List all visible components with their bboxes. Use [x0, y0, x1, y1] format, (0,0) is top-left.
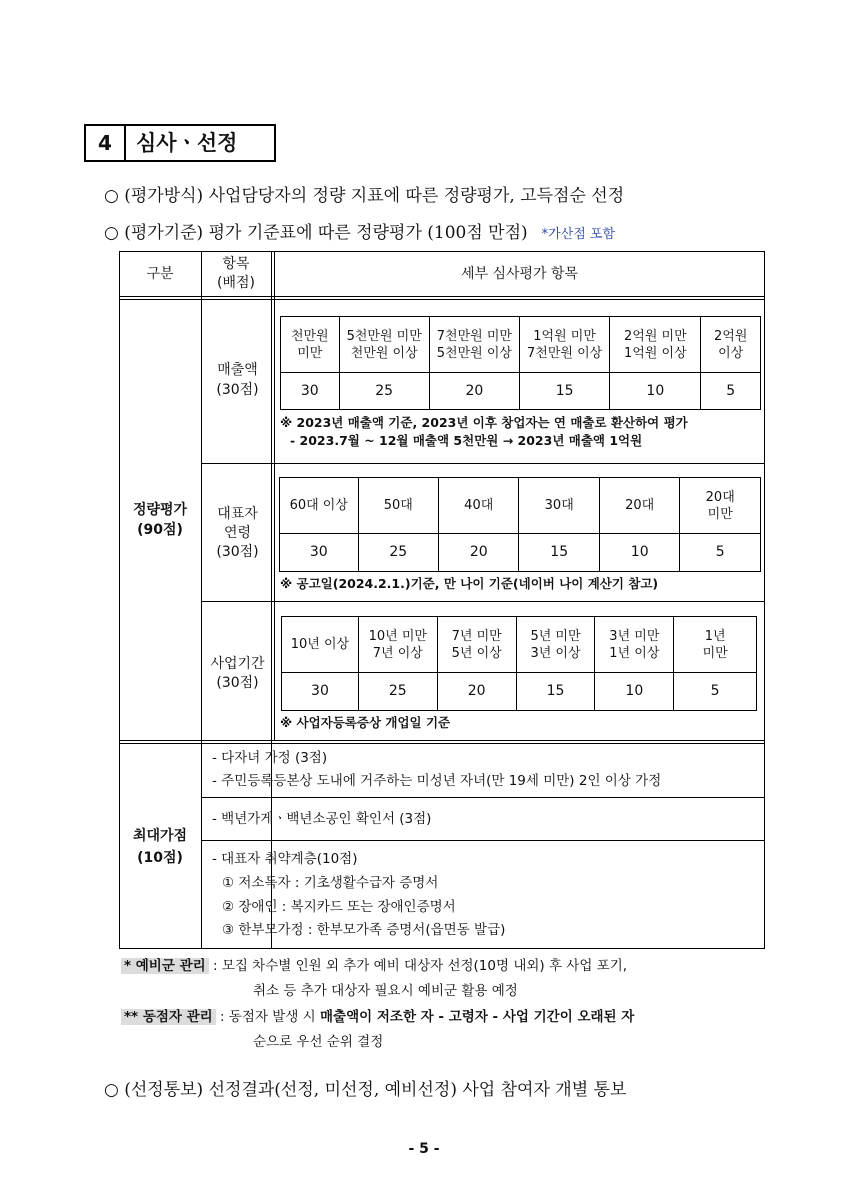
- age-col-2: 50대: [358, 478, 438, 534]
- tie-tag: ** 동점자 관리: [121, 1009, 216, 1025]
- header-divider: [119, 296, 765, 297]
- period-label-line1: 사업기간: [210, 656, 265, 672]
- period-score-4: 15: [516, 673, 595, 711]
- col-divider-2: [271, 251, 272, 949]
- tie-footnote-line1: [121, 1006, 634, 1028]
- header-detail: 세부 심사평가 항목: [460, 266, 579, 282]
- row-divider-bonus1: [201, 797, 765, 798]
- sales-col-1: 천만원 미만: [281, 317, 340, 373]
- age-col-4: 30대: [519, 478, 599, 534]
- quant-label-line2: (90점): [137, 522, 183, 538]
- reserve-footnote-line2: 취소 등 추가 대상자 필요시 예비군 활용 예정: [253, 983, 518, 999]
- age-note: ※ 공고일(2024.2.1.)기준, 만 나이 기준(네이버 나이 계산기 참고): [280, 576, 659, 591]
- bonus-item1-line2: - 주민등록등본상 도내에 거주하는 미성년 자녀(만 19세 미만) 2인 이상 가정: [212, 773, 662, 789]
- age-label-line2: 연령: [223, 525, 252, 541]
- sales-score-table: [280, 316, 761, 410]
- sales-label-line2: (30점): [216, 382, 259, 398]
- bonus-item2: - 백년가게ㆍ백년소공인 확인서 (3점): [212, 811, 432, 827]
- age-col-5: 20대: [599, 478, 679, 534]
- age-score-1: 30: [280, 534, 359, 572]
- period-col-5: 3년 미만 1년 이상: [595, 617, 674, 673]
- period-score-1: 30: [282, 673, 359, 711]
- age-label-line3: (30점): [216, 544, 259, 560]
- period-score-table: [281, 616, 757, 711]
- sales-score-6: 5: [701, 373, 761, 410]
- reserve-footnote-line1: [121, 955, 627, 977]
- sales-note-2: - 2023.7월 ~ 12월 매출액 5천만원 → 2023년 매출액 1억원: [290, 433, 643, 448]
- sales-score-3: 20: [429, 373, 519, 410]
- sales-col-6: 2억원 이상: [701, 317, 761, 373]
- bullet-criteria: [104, 218, 615, 243]
- age-col-1: 60대 이상: [280, 478, 359, 534]
- period-col-1: 10년 이상: [282, 617, 359, 673]
- row-divider-sales: [201, 463, 765, 464]
- header-divider-double: [119, 299, 765, 300]
- age-score-3: 20: [438, 534, 518, 572]
- sales-note-1: ※ 2023년 매출액 기준, 2023년 이후 창업자는 연 매출로 환산하여 평가: [280, 415, 688, 430]
- bullet-method: ○ (평가방식) 사업담당자의 정량 지표에 따른 정량평가, 고득점순 선정: [104, 186, 625, 206]
- col-divider-1: [201, 251, 202, 949]
- period-col-6: 1년 미만: [674, 617, 757, 673]
- sales-score-5: 10: [610, 373, 701, 410]
- age-score-5: 10: [599, 534, 679, 572]
- bonus-item3-line2: ① 저소득자 : 기초생활수급자 증명서: [222, 875, 439, 891]
- age-score-6: 5: [680, 534, 761, 572]
- period-note: ※ 사업자등록증상 개업일 기준: [280, 715, 451, 730]
- period-score-6: 5: [674, 673, 757, 711]
- section-header: [84, 124, 276, 162]
- period-col-4: 5년 미만 3년 이상: [516, 617, 595, 673]
- age-col-6: 20대 미만: [680, 478, 761, 534]
- bonus-label-line1: 최대가점: [132, 828, 188, 844]
- bullet-criteria-text: ○ (평가기준) 평가 기준표에 따른 정량평가 (100점 만점): [104, 223, 528, 243]
- period-col-3: 7년 미만 5년 이상: [437, 617, 516, 673]
- bonus-item1-line1: - 다자녀 가정 (3점): [212, 750, 328, 766]
- tie-text-1b: 매출액이 저조한 자 - 고령자 - 사업 기간이 오래된 자: [320, 1009, 635, 1025]
- bonus-included-note: *가산점 포함: [541, 227, 616, 242]
- age-score-table: [279, 477, 761, 572]
- sales-col-5: 2억원 미만 1억원 이상: [610, 317, 701, 373]
- bonus-label-line2: (10점): [137, 850, 183, 866]
- header-category: 구분: [146, 266, 174, 282]
- section-number: 4: [86, 126, 126, 160]
- sales-score-4: 15: [520, 373, 610, 410]
- bonus-item3-line4: ③ 한부모가정 : 한부모가족 증명서(읍면동 발급): [222, 922, 506, 938]
- period-score-3: 20: [437, 673, 516, 711]
- age-col-3: 40대: [438, 478, 518, 534]
- row-divider-quant-double: [119, 743, 765, 744]
- sales-col-2: 5천만원 미만 천만원 이상: [339, 317, 429, 373]
- header-item-line1: 항목: [222, 256, 250, 272]
- section-title: 심사ㆍ선정: [136, 131, 238, 155]
- sales-label-line1: 매출액: [217, 362, 258, 378]
- age-score-2: 25: [358, 534, 438, 572]
- sales-score-1: 30: [281, 373, 340, 410]
- row-divider-quant: [119, 740, 765, 741]
- header-item-line2: (배점): [217, 275, 255, 291]
- bonus-item3-line1: - 대표자 취약계층(10점): [212, 851, 358, 867]
- age-label-line1: 대표자: [217, 506, 258, 522]
- page-number: - 5 -: [408, 1141, 440, 1157]
- col-divider-2b: [274, 251, 275, 741]
- period-col-2: 10년 미만 7년 이상: [358, 617, 437, 673]
- row-divider-age: [201, 601, 765, 602]
- sales-col-3: 7천만원 미만 5천만원 이상: [429, 317, 519, 373]
- sales-col-4: 1억원 미만 7천만원 이상: [520, 317, 610, 373]
- bonus-item3-line3: ② 장애인 : 복지카드 또는 장애인증명서: [222, 899, 456, 915]
- tie-text-1a: : 동점자 발생 시: [220, 1009, 320, 1025]
- reserve-tag: * 예비군 관리: [121, 958, 209, 974]
- row-divider-bonus2: [201, 840, 765, 841]
- period-score-2: 25: [358, 673, 437, 711]
- tie-footnote-line2: 순으로 우선 순위 결정: [253, 1034, 384, 1050]
- bullet-notice: ○ (선정통보) 선정결과(선정, 미선정, 예비선정) 사업 참여자 개별 통보: [104, 1080, 627, 1100]
- age-score-4: 15: [519, 534, 599, 572]
- quant-label-line1: 정량평가: [132, 502, 188, 518]
- sales-score-2: 25: [339, 373, 429, 410]
- period-score-5: 10: [595, 673, 674, 711]
- reserve-text-1: : 모집 차수별 인원 외 추가 예비 대상자 선정(10명 내외) 후 사업 포기,: [212, 958, 628, 974]
- period-label-line2: (30점): [216, 675, 259, 691]
